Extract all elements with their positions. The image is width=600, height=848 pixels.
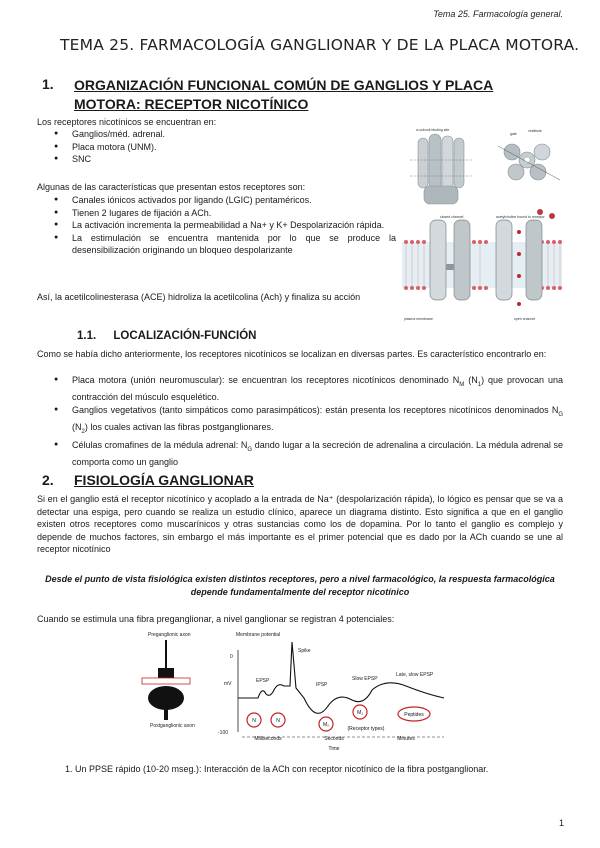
list-item: ● La activación incrementa la permeabilidad a Na+ y K+ Despolarización rápida. xyxy=(52,219,396,232)
epsp-label: EPSP xyxy=(256,678,270,684)
list-item: ● Células cromafines de la médula adrenal: $N_G$ dando lugar a la secreción de adrenalina a circulación. La médula adrenal se comporta como un ganglio xyxy=(52,439,563,469)
postganglionic-label: Postganglionic axon xyxy=(150,723,195,729)
spike-label: Spike xyxy=(298,648,311,654)
paragraph: Algunas de las características que presentan estos receptores son: xyxy=(37,182,306,192)
paragraph: Como se había dicho anteriormente, los receptores nicotínicos se localizan en diversas partes. Es característico encontrarlo en: xyxy=(37,349,547,359)
list-item: ● Ganglios/méd. adrenal. xyxy=(52,128,372,141)
page-title: TEMA 25. FARMACOLOGÍA GANGLIONAR Y DE LA PLACA MOTORA. xyxy=(60,36,580,54)
preganglionic-label: Preganglionic axon xyxy=(148,632,191,638)
ganglionic-potentials-graph xyxy=(138,628,448,754)
list-item: ● Ganglios vegetativos (tanto simpáticos como parasimpáticos): están presenta los receptores nicotínicos denominados $N_G$ $(N_2)$ los cuales activan las fibras postganglionares. xyxy=(52,404,563,439)
list-item: ● SNC xyxy=(52,153,372,166)
nicotinic-receptor-figure xyxy=(402,124,562,324)
ach-bound-label: acetylcholine bound to receptor xyxy=(496,215,545,219)
slow-epsp-label: Slow EPSP xyxy=(352,676,378,682)
plasma-membrane-label: plasma membrane xyxy=(404,317,433,321)
gate-label: gate xyxy=(510,132,517,136)
list-item: ● Placa motora (unión neuromuscular): se encuentran los receptores nicotínicos denominado $N_M$ $(N_1)$ que provocan una contracción del músculo esquelético. xyxy=(52,374,563,404)
page-number: 1 xyxy=(558,818,564,828)
paragraph: Cuando se estimula una fibra preganglionar, a nivel ganglionar se registran 4 potenciales: xyxy=(37,614,395,624)
zero-label: 0 xyxy=(230,654,233,660)
section-title: FISIOLOGÍA GANGLIONAR xyxy=(74,472,254,488)
receptor-top-view xyxy=(498,129,560,180)
subsection-title: LOCALIZACIÓN-FUNCIÓN xyxy=(113,330,257,342)
vestibule-label: vestibule xyxy=(528,129,542,133)
time-ms-label: Milliseconds xyxy=(254,736,282,742)
bullet-list xyxy=(52,194,396,257)
binding-site-label: α-subunit binding site xyxy=(416,128,450,132)
time-label: Time xyxy=(328,746,340,752)
subsection-heading xyxy=(77,330,256,342)
receptor-types-label: (Receptor types) xyxy=(347,726,385,732)
list-item: 1. Un PPSE rápido (10-20 mseg.): Interacción de la ACh con receptor nicotínico de la fibra postganglionar. xyxy=(75,763,600,776)
paragraph: Si en el ganglio está el receptor nicotínico y acoplado a la entrada de Na⁺ (despolarización rápida), lo lógico es pensar que se va a detectar una espiga, pero cuando se realiza un estudio clínico, aparece un diagrama distinto. Esto significa a que en el ganglio existen otros receptores como muscarínicos y otras sustancias como los de dopamina. Por lo tanto el ganglio es complejo y depende de muchos factores, sin embargo el más importante es el primer potencial que es dado por la ACh cuando se une al receptor nicotínico xyxy=(37,494,563,555)
section-title: ORGANIZACIÓN FUNCIONAL COMÚN DE GANGLIOS Y PLACA MOTORA: RECEPTOR NICOTÍNICO xyxy=(74,77,494,112)
receptor-side-view xyxy=(410,128,472,204)
paragraph: Los receptores nicotínicos se encuentran en: xyxy=(37,117,217,127)
receptor-m2: M₂ xyxy=(322,722,330,728)
subsection-number: 1.1. xyxy=(77,330,97,342)
time-min-label: Minutes xyxy=(397,736,415,742)
receptor-n2: N xyxy=(276,718,280,724)
receptor-peptides: Peptides xyxy=(404,712,424,718)
mv-label: mV xyxy=(224,681,232,687)
membrane-label: Membrane potential xyxy=(236,632,281,638)
bullet-list xyxy=(52,374,563,469)
list-item: ● Placa motora (UNM). xyxy=(52,141,372,154)
minus100-label: -100 xyxy=(218,730,229,736)
list-item: ● La estimulación se encuentra mantenida por lo que se produce la desensibilización originando un bloqueo despolarizante xyxy=(52,232,396,257)
section-number: 2. xyxy=(42,472,54,488)
time-s-label: Seconds xyxy=(324,736,344,742)
closed-channel-label: closed channel xyxy=(440,215,464,219)
numbered-list xyxy=(37,763,600,776)
list-item: ● Tienen 2 lugares de fijación a ACh. xyxy=(52,207,396,220)
running-header: Tema 25. Farmacología general. xyxy=(433,9,563,19)
neuron-diagram xyxy=(142,640,190,720)
receptor-m1: M₁ xyxy=(357,710,363,716)
ipsp-label: IPSP xyxy=(316,682,328,688)
bullet-list xyxy=(52,128,372,166)
late-slow-epsp-label: Late, slow EPSP xyxy=(396,672,434,678)
receptor-n1: N xyxy=(252,718,256,724)
section-number: 1. xyxy=(42,76,54,92)
quote: Desde el punto de vista fisiológica existen distintos receptores, pero a nivel farmacológico, la respuesta farmacológica depende fundamentalmente del receptor nicotínico xyxy=(45,574,555,597)
paragraph: Así, la acetilcolinesterasa (ACE) hidroliza la acetilcolina (Ach) y finaliza su acción xyxy=(37,292,361,302)
open-channel-label: open channel xyxy=(514,317,536,321)
list-item: ● Canales iónicos activados por ligando (LGIC) pentaméricos. xyxy=(52,194,396,207)
